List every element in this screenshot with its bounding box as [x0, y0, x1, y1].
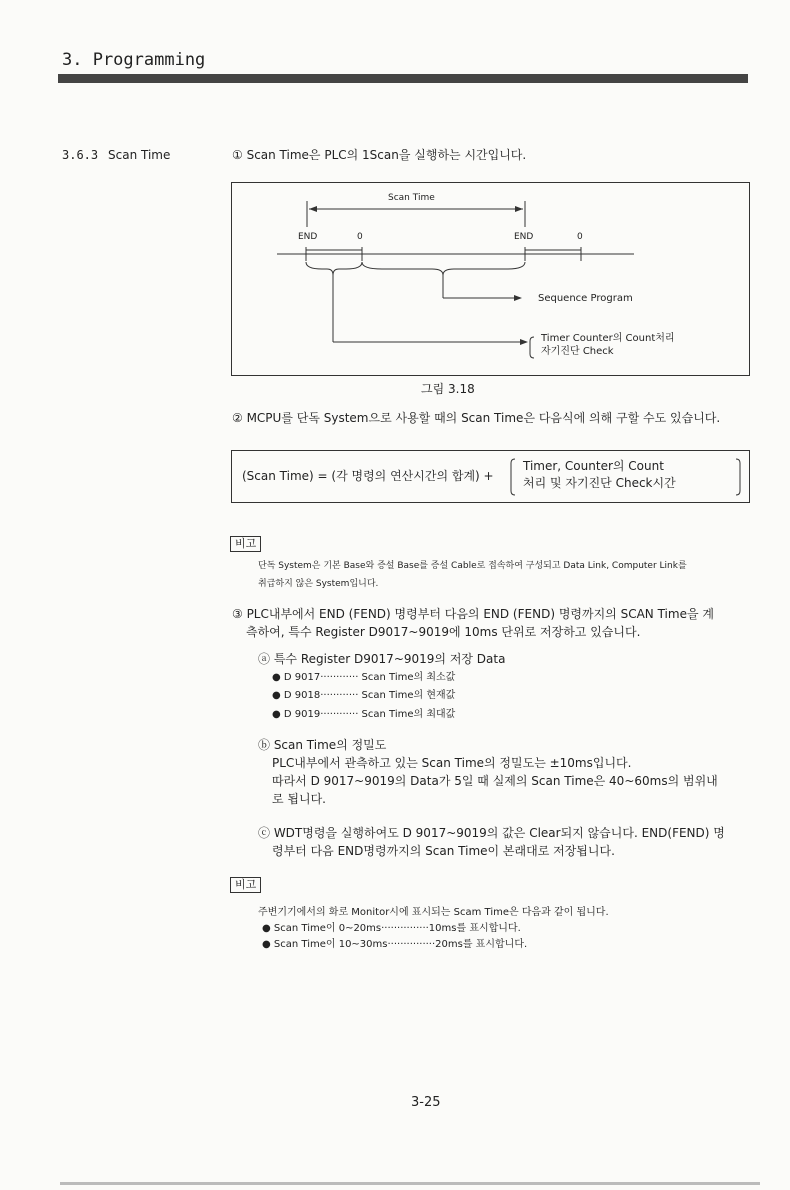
- zero-label-right: 0: [577, 232, 583, 242]
- page-number: 3-25: [411, 1095, 441, 1110]
- intro-line: ① Scan Time은 PLC의 1Scan을 실행하는 시간입니다.: [232, 148, 527, 162]
- sub-a-heading: ⓐ 특수 Register D9017~9019의 저장 Data: [258, 652, 506, 666]
- note1-line1: 단독 System은 기본 Base와 증설 Base를 증설 Cable로 접속하여 구성되고 Data Link, Computer Link를: [258, 561, 687, 571]
- figure-caption: 그림 3.18: [421, 382, 475, 396]
- section-number: 3.6.3: [62, 148, 99, 162]
- section-title: Scan Time: [108, 148, 171, 162]
- sub-c-line1: ⓒ WDT명령을 실행하여도 D 9017~9019의 값은 Clear되지 않습니다. END(FEND) 명: [258, 826, 725, 840]
- scan-diagram: [232, 183, 751, 377]
- sub-b-line1: PLC내부에서 관측하고 있는 Scan Time의 정밀도는 ±10ms입니다.: [272, 756, 632, 770]
- note-tag-1: 비고: [230, 536, 261, 552]
- self-diagnosis-label: 자기진단 Check: [541, 346, 614, 357]
- timer-counter-label: Timer Counter의 Count처리: [541, 333, 675, 344]
- sub-b-heading: ⓑ Scan Time의 정밀도: [258, 738, 387, 752]
- formula-right-line1: Timer, Counter의 Count: [523, 459, 664, 473]
- zero-label-left: 0: [357, 232, 363, 242]
- chapter-title: 3. Programming: [62, 50, 206, 70]
- sub-b-line2: 따라서 D 9017~9019의 Data가 5일 때 실제의 Scan Time은 40~60ms의 범위내: [272, 774, 718, 788]
- scan-diagram-frame: [231, 182, 750, 376]
- formula-left: (Scan Time) = (각 명령의 연산시간의 합계) +: [242, 469, 494, 483]
- note-tag-2: 비고: [230, 877, 261, 893]
- end-label-left: END: [298, 232, 318, 242]
- formula-box: [231, 450, 750, 503]
- end-label-right: END: [514, 232, 534, 242]
- sub-a-item: ● D 9018············ Scan Time의 현재값: [272, 690, 456, 701]
- sub-a-item: ● D 9017············ Scan Time의 최소값: [272, 672, 456, 683]
- note2-item: ● Scan Time이 10~30ms···············20ms를 표시합니다.: [262, 939, 528, 950]
- note2-item: ● Scan Time이 0~20ms···············10ms를 표시합니다.: [262, 923, 521, 934]
- note1-line2: 취급하지 않은 System입니다.: [258, 579, 379, 589]
- note2-line1: 주변기기에서의 화로 Monitor시에 표시되는 Scam Time은 다음과 같이 됩니다.: [258, 907, 609, 918]
- sequence-program-label: Sequence Program: [538, 293, 633, 304]
- sub-c-line2: 령부터 다음 END명령까지의 Scan Time이 본래대로 저장됩니다.: [272, 844, 615, 858]
- paragraph-2: ② MCPU를 단독 System으로 사용할 때의 Scan Time은 다음식에 의해 구할 수도 있습니다.: [232, 411, 721, 425]
- paragraph-3-line1: ③ PLC내부에서 END (FEND) 명령부터 다음의 END (FEND) 명령까지의 SCAN Time을 계: [232, 607, 714, 621]
- paragraph-3-line2: 측하여, 특수 Register D9017~9019에 10ms 단위로 저장하고 있습니다.: [246, 625, 641, 639]
- formula-right-line2: 처리 및 자기진단 Check시간: [523, 476, 676, 490]
- sub-a-item: ● D 9019············ Scan Time의 최대값: [272, 709, 456, 720]
- bottom-edge: [60, 1182, 760, 1185]
- scan-time-label: Scan Time: [388, 193, 435, 203]
- sub-b-line3: 로 됩니다.: [272, 792, 326, 806]
- header-rule: [58, 74, 748, 83]
